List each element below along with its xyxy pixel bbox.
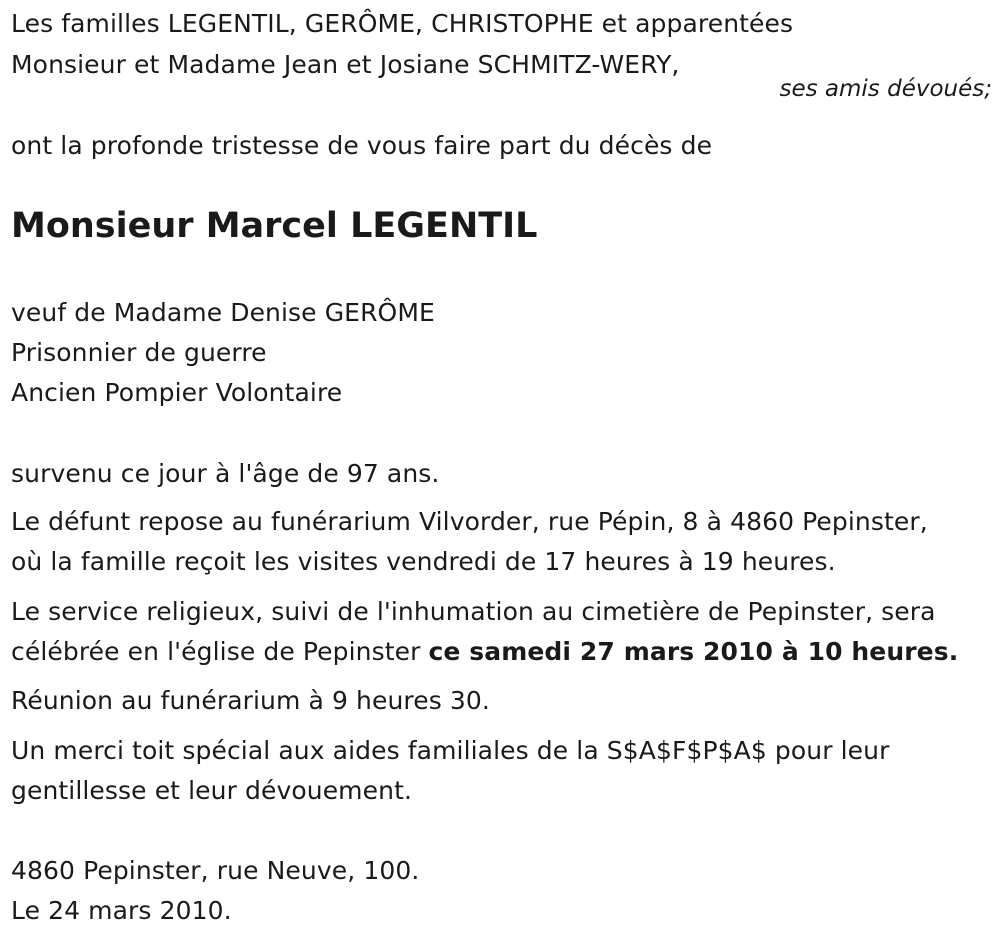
address-line: 4860 Pepinster, rue Neuve, 100. xyxy=(11,856,420,885)
service-datetime: ce samedi 27 mars 2010 à 10 heures. xyxy=(428,637,959,666)
deceased-name: Monsieur Marcel LEGENTIL xyxy=(11,206,538,246)
title-line-2: Ancien Pompier Volontaire xyxy=(11,378,343,407)
intro-line: ont la profonde tristesse de vous faire part du décès de xyxy=(11,131,713,160)
thanks-line-1: Un merci toit spécial aux aides familiales de la S$A$F$P$A$ pour leur xyxy=(11,736,890,765)
service-line-2 xyxy=(11,637,958,667)
friends-line: Monsieur et Madame Jean et Josiane SCHMITZ-WERY, xyxy=(11,50,680,79)
families-line: Les familles LEGENTIL, GERÔME, CHRISTOPHE et apparentées xyxy=(11,9,794,38)
service-place: célébrée en l'église de Pepinster xyxy=(11,637,429,666)
death-line: survenu ce jour à l'âge de 97 ans. xyxy=(11,459,440,488)
signoff: ses amis dévoués; xyxy=(779,76,992,102)
meeting-line: Réunion au funérarium à 9 heures 30. xyxy=(11,686,490,715)
title-line-1: Prisonnier de guerre xyxy=(11,338,267,367)
service-line-1: Le service religieux, suivi de l'inhumation au cimetière de Pepinster, sera xyxy=(11,597,936,626)
thanks-line-2: gentillesse et leur dévouement. xyxy=(11,776,413,805)
widower-line: veuf de Madame Denise GERÔME xyxy=(11,298,435,327)
date-line: Le 24 mars 2010. xyxy=(11,896,232,925)
repose-line-1: Le défunt repose au funérarium Vilvorder, rue Pépin, 8 à 4860 Pepinster, xyxy=(11,507,928,536)
repose-line-2: où la famille reçoit les visites vendredi de 17 heures à 19 heures. xyxy=(11,547,836,576)
